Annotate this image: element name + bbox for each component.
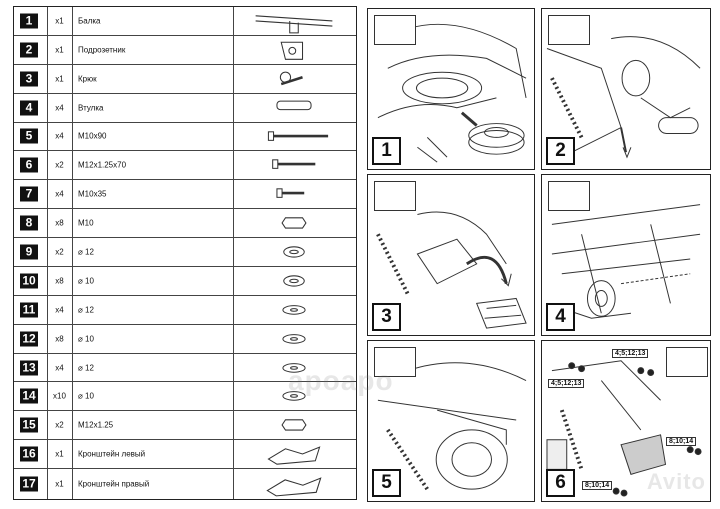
- part-name: ⌀ 10: [78, 391, 94, 401]
- step-number: 2: [546, 137, 575, 165]
- part-row: [14, 7, 356, 36]
- part-number: 9: [20, 244, 38, 259]
- part-row: [14, 411, 356, 440]
- bracket-right-icon: [236, 471, 352, 496]
- part-number: 15: [20, 418, 38, 433]
- part-number: 17: [20, 476, 38, 491]
- part-quantity: x1: [55, 74, 64, 84]
- part-quantity: x1: [55, 479, 64, 489]
- callout-label: 8;10;14: [666, 437, 696, 446]
- part-quantity: x1: [55, 16, 64, 26]
- part-quantity: x10: [53, 391, 66, 401]
- flat-washer-icon: [236, 298, 352, 322]
- spring-washer-icon: [236, 240, 352, 264]
- part-name: Втулка: [78, 103, 104, 113]
- step-number: 3: [372, 303, 401, 331]
- part-name: Балка: [78, 16, 101, 26]
- car-rear-thumbnail: [374, 15, 416, 45]
- step-panel-6: [541, 340, 711, 502]
- part-quantity: x4: [55, 363, 64, 373]
- part-row: [14, 267, 356, 296]
- beam-icon: [236, 9, 352, 33]
- part-number: 7: [20, 187, 38, 202]
- part-number: 13: [20, 360, 38, 375]
- installation-steps: [288, 8, 711, 502]
- part-quantity: x8: [55, 276, 64, 286]
- spring-washer-icon: [236, 269, 352, 293]
- part-name: ⌀ 12: [78, 247, 94, 257]
- part-quantity: x4: [55, 305, 64, 315]
- bolt-long-icon: [236, 125, 352, 149]
- part-row: [14, 123, 356, 152]
- part-name: M12x1.25x70: [78, 160, 127, 170]
- part-number: 3: [20, 71, 38, 86]
- part-number: 14: [20, 389, 38, 404]
- nut-icon: [236, 211, 352, 235]
- part-number: 4: [20, 100, 38, 115]
- part-name: Кронштейн правый: [78, 479, 150, 489]
- part-name: M10x90: [78, 131, 107, 141]
- part-row: [14, 36, 356, 65]
- part-row: [14, 180, 356, 209]
- part-name: ⌀ 12: [78, 305, 94, 315]
- part-name: Подрозетник: [78, 45, 126, 55]
- part-quantity: x4: [55, 103, 64, 113]
- step-panel-4: [541, 174, 711, 336]
- part-quantity: x2: [55, 160, 64, 170]
- car-rear-thumbnail: [548, 181, 590, 211]
- part-quantity: x1: [55, 449, 64, 459]
- part-quantity: x2: [55, 247, 64, 257]
- watermark: apoapo: [288, 365, 394, 396]
- part-name: ⌀ 10: [78, 276, 94, 286]
- callout-label: 4;5;12;13: [612, 349, 648, 358]
- hook-icon: [236, 67, 352, 91]
- part-number: 12: [20, 331, 38, 346]
- part-quantity: x4: [55, 189, 64, 199]
- part-quantity: x4: [55, 131, 64, 141]
- step-panel-2: [541, 8, 711, 170]
- part-row: [14, 325, 356, 354]
- watermark: Avito: [646, 469, 706, 494]
- part-number: 10: [20, 273, 38, 288]
- car-rear-thumbnail: [548, 15, 590, 45]
- part-row: [14, 469, 356, 498]
- parts-list-table: [13, 6, 357, 500]
- part-number: 6: [20, 158, 38, 173]
- part-row: [14, 296, 356, 325]
- nut-icon: [236, 413, 352, 437]
- step-number: 5: [372, 469, 401, 497]
- callout-label: 4;5;12;13: [548, 379, 584, 388]
- part-row: [14, 440, 356, 469]
- part-number: 5: [20, 129, 38, 144]
- part-row: [14, 238, 356, 267]
- callout-label: 8;10;14: [582, 481, 612, 490]
- part-quantity: x8: [55, 218, 64, 228]
- part-name: ⌀ 10: [78, 334, 94, 344]
- part-number: 8: [20, 216, 38, 231]
- part-quantity: x2: [55, 420, 64, 430]
- part-name: Крюк: [78, 74, 97, 84]
- bolt-short-icon: [236, 182, 352, 206]
- bolt-medium-icon: [236, 153, 352, 177]
- car-rear-thumbnail: [666, 347, 708, 377]
- part-name: M10: [78, 218, 94, 228]
- part-row: [14, 65, 356, 94]
- part-name: M12x1.25: [78, 420, 114, 430]
- part-row: [14, 151, 356, 180]
- step-panel-3: [367, 174, 535, 336]
- part-row: [14, 209, 356, 238]
- part-name: Кронштейн левый: [78, 449, 146, 459]
- part-quantity: x8: [55, 334, 64, 344]
- bracket-left-icon: [236, 442, 352, 466]
- part-quantity: x1: [55, 45, 64, 55]
- part-number: 2: [20, 42, 38, 57]
- socket-bracket-icon: [236, 38, 352, 62]
- flat-washer-icon: [236, 327, 352, 351]
- step-number: 4: [546, 303, 575, 331]
- part-number: 1: [20, 13, 38, 28]
- step-number: 1: [372, 137, 401, 165]
- step-panel-1: [367, 8, 535, 170]
- step-panel-5: [288, 340, 535, 502]
- car-rear-thumbnail: [374, 181, 416, 211]
- part-name: ⌀ 12: [78, 363, 94, 373]
- part-name: M10x35: [78, 189, 107, 199]
- part-row: [14, 94, 356, 123]
- step-number: 6: [546, 469, 575, 497]
- part-number: 11: [20, 302, 38, 317]
- part-number: 16: [20, 447, 38, 462]
- bushing-icon: [236, 96, 352, 120]
